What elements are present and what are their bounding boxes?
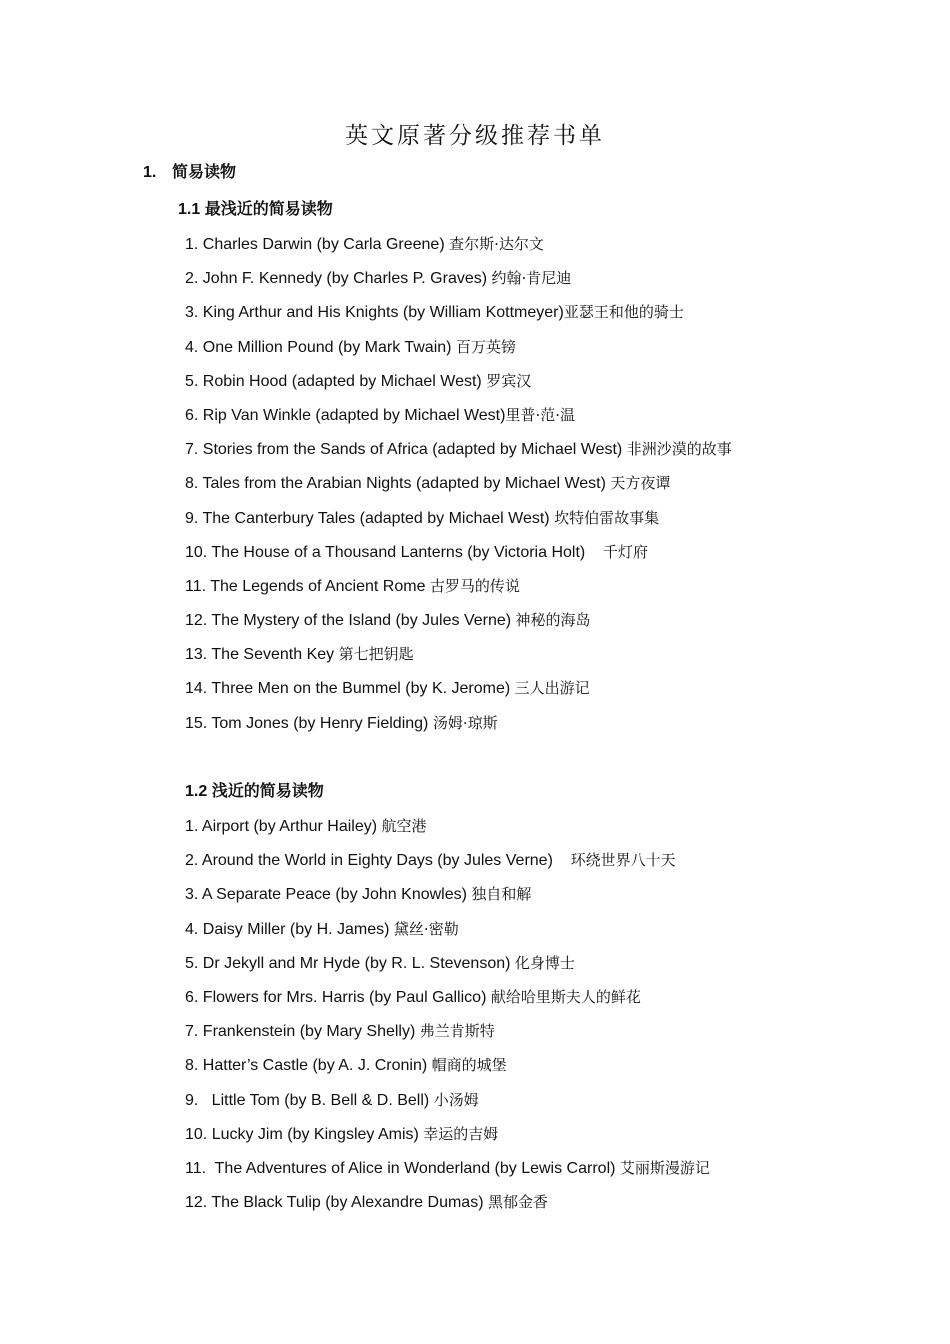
book-title-cn: 幸运的吉姆: [423, 1124, 499, 1143]
book-title-cn: 坎特伯雷故事集: [554, 508, 660, 527]
book-title-en: 2. John F. Kennedy (by Charles P. Graves): [185, 270, 492, 288]
book-list-item: [185, 710, 732, 744]
book-title-cn: 罗宾汉: [486, 371, 532, 390]
book-list-item: [185, 916, 710, 950]
book-list-item: [185, 368, 732, 402]
book-title-cn: 第七把钥匙: [338, 645, 414, 664]
book-title-cn: 约翰·肯尼迪: [491, 269, 572, 288]
book-list-item: [185, 299, 732, 333]
section-1-number: 1.: [143, 164, 157, 181]
book-title-cn: 查尔斯·达尔文: [449, 235, 544, 253]
subsection-1-2-heading: 1.2 浅近的简易读物: [185, 783, 324, 800]
book-title-en: 5. Dr Jekyll and Mr Hyde (by R. L. Stevenson): [185, 954, 515, 972]
book-list-item: [185, 984, 710, 1018]
section-1-title: 简易读物: [172, 164, 237, 181]
book-title-cn: 非洲沙漠的故事: [626, 440, 732, 459]
book-title-en: 11. The Legends of Ancient Rome: [185, 577, 430, 595]
book-title-en: 9. Little Tom (by B. Bell & D. Bell): [185, 1091, 434, 1109]
book-title-cn: 百万英镑: [455, 337, 516, 356]
book-list-item: [185, 265, 732, 299]
book-list-item: [185, 675, 732, 709]
book-title-en: 12. The Mystery of the Island (by Jules Verne): [185, 612, 516, 630]
book-title-en: 8. Tales from the Arabian Nights (adapted by Michael West): [185, 475, 611, 493]
book-title-cn: 献给哈里斯夫人的鲜花: [490, 987, 641, 1006]
section-1-heading: [143, 160, 236, 186]
book-title-en: 7. Stories from the Sands of Africa (adapted by Michael West): [185, 441, 627, 459]
book-title-en: 1. Airport (by Arthur Hailey): [185, 818, 382, 835]
book-title-en: 14. Three Men on the Bummel (by K. Jerome): [185, 680, 515, 698]
book-title-en: 6. Rip Van Winkle (adapted by Michael West): [185, 406, 506, 424]
book-title-cn: 小汤姆: [433, 1090, 479, 1109]
book-list-item: [185, 231, 732, 265]
book-title-cn: 汤姆·琼斯: [432, 713, 498, 732]
book-list-item: [185, 813, 710, 847]
book-list-item: [185, 1189, 710, 1223]
book-title-cn: 环绕世界八十天: [570, 851, 676, 870]
book-title-cn: 帽商的城堡: [431, 1056, 507, 1075]
book-title-cn: 化身博士: [514, 953, 575, 972]
book-list-item: [185, 1018, 710, 1052]
book-title-en: 4. One Million Pound (by Mark Twain): [185, 338, 456, 356]
book-title-en: 1. Charles Darwin (by Carla Greene): [185, 236, 450, 253]
book-list-item: [185, 607, 732, 641]
book-list-item: [185, 573, 732, 607]
book-title-en: 15. Tom Jones (by Henry Fielding): [185, 714, 433, 732]
book-list-item: [185, 334, 732, 368]
book-title-cn: 亚瑟王和他的骑士: [563, 303, 684, 322]
book-title-en: 8. Hatter’s Castle (by A. J. Cronin): [185, 1057, 432, 1075]
book-title-en: 2. Around the World in Eighty Days (by Jules Verne): [185, 852, 571, 870]
book-title-en: 13. The Seventh Key: [185, 646, 339, 664]
book-title-cn: 天方夜谭: [610, 474, 671, 493]
book-title-cn: 弗兰肯斯特: [419, 1022, 495, 1041]
book-title-en: 12. The Black Tulip (by Alexandre Dumas): [185, 1194, 488, 1212]
subsection-1-2-list: [185, 813, 710, 1223]
book-list-item: [185, 881, 710, 915]
book-title-en: 11. The Adventures of Alice in Wonderland (by Lewis Carrol): [185, 1159, 620, 1177]
book-list-item: [185, 539, 732, 573]
book-list-item: [185, 950, 710, 984]
subsection-1-1-heading: 1.1 最浅近的简易读物: [178, 201, 333, 218]
book-title-en: 10. The House of a Thousand Lanterns (by Victoria Holt): [185, 543, 604, 561]
book-list-item: [185, 1052, 710, 1086]
book-title-en: 5. Robin Hood (adapted by Michael West): [185, 372, 487, 390]
book-title-en: 10. Lucky Jim (by Kingsley Amis): [185, 1125, 424, 1143]
book-title-cn: 独自和解: [471, 885, 532, 904]
book-list-item: [185, 436, 732, 470]
book-title-en: 4. Daisy Miller (by H. James): [185, 920, 394, 938]
book-list-item: [185, 402, 732, 436]
book-list-item: [185, 641, 732, 675]
book-title-en: 9. The Canterbury Tales (adapted by Michael West): [185, 509, 555, 527]
book-title-en: 3. King Arthur and His Knights (by William Kottmeyer): [185, 304, 564, 322]
book-title-cn: 航空港: [381, 817, 427, 835]
page-title: 英文原著分级推荐书单: [345, 123, 605, 149]
book-title-cn: 千灯府: [603, 542, 649, 561]
book-title-cn: 古罗马的传说: [429, 576, 520, 595]
book-title-cn: 黛丝·密勒: [393, 919, 459, 938]
book-title-cn: 黑郁金香: [487, 1193, 548, 1212]
book-title-cn: 艾丽斯漫游记: [619, 1158, 710, 1177]
book-title-en: 6. Flowers for Mrs. Harris (by Paul Gallico): [185, 988, 491, 1006]
book-title-cn: 里普·范·温: [505, 405, 575, 424]
subsection-1-1-list: [185, 231, 732, 744]
book-list-item: [185, 1155, 710, 1189]
book-title-en: 7. Frankenstein (by Mary Shelly): [185, 1023, 420, 1041]
book-list-item: [185, 1087, 710, 1121]
book-list-item: [185, 470, 732, 504]
book-list-item: [185, 1121, 710, 1155]
book-title-cn: 三人出游记: [514, 679, 590, 698]
book-list-item: [185, 847, 710, 881]
book-list-item: [185, 505, 732, 539]
book-title-en: 3. A Separate Peace (by John Knowles): [185, 886, 472, 904]
book-title-cn: 神秘的海岛: [515, 611, 591, 630]
